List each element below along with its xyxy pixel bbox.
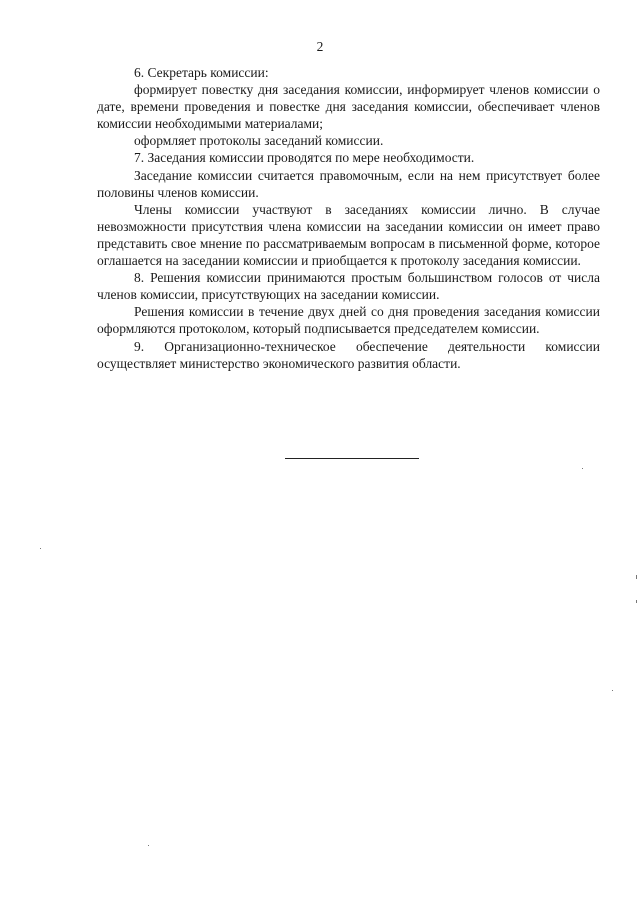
paragraph-decisions-majority: 8. Решения комиссии принимаются простым большинством голосов от числа членов комиссии, присутствующих на заседании комиссии. (97, 270, 600, 303)
paragraph-secretary-heading: 6. Секретарь комиссии: (134, 65, 269, 80)
page-number: 2 (316, 39, 324, 54)
scan-speck (148, 845, 149, 846)
closing-rule-divider (285, 458, 419, 459)
scan-speck (582, 468, 583, 469)
scan-speck (636, 600, 637, 603)
paragraph-quorum: Заседание комиссии считается правомочным, если на нем присутствует более половины членов комиссии. (97, 167, 600, 200)
scan-speck (612, 690, 613, 691)
paragraph-personal-participation: Члены комиссии участвуют в заседаниях комиссии лично. В случае невозможности присутствия члена комиссии на заседании комиссии он имеет право представить свое мнение по рассматриваемым вопросам в письменной форме, которое оглашается на заседании комиссии и приобщается к протоколу заседания комиссии. (97, 201, 600, 269)
scan-speck (636, 575, 637, 579)
scan-speck (40, 548, 41, 549)
paragraph-meetings-frequency: 7. Заседания комиссии проводятся по мере необходимости. (134, 150, 475, 166)
document-body (97, 64, 600, 372)
paragraph-technical-support: 9. Организационно-техническое обеспечение деятельности комиссии осуществляет министерство экономического развития области. (97, 338, 600, 371)
paragraph-secretary-agenda: формирует повестку дня заседания комиссии, информирует членов комиссии о дате, времени проведения и повестке дня заседания комиссии, обеспечивает членов комиссии необходимыми материалами; (97, 82, 600, 132)
paragraph-secretary-minutes: оформляет протоколы заседаний комиссии. (134, 133, 384, 149)
paragraph-decisions-protocol: Решения комиссии в течение двух дней со дня проведения заседания комиссии оформляются протоколом, который подписывается председателем комиссии. (97, 304, 600, 337)
